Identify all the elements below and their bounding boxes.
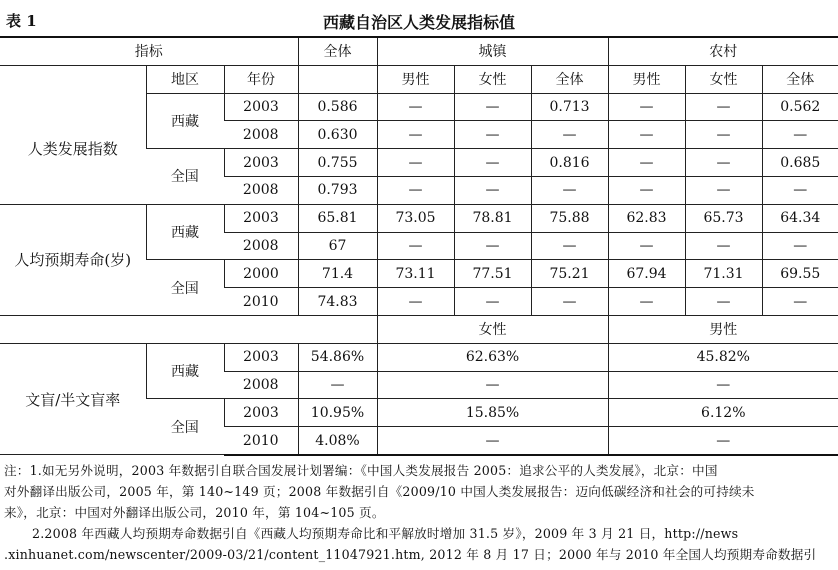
cell: — [377, 176, 454, 204]
cell: — [377, 288, 454, 316]
cell: 65.73 [685, 204, 762, 232]
cell: — [531, 121, 608, 149]
cell: — [454, 232, 531, 260]
table-caption [0, 10, 838, 32]
cell: — [608, 371, 838, 399]
header-rural-male: 男性 [608, 65, 685, 93]
header-rural: 农村 [608, 37, 838, 65]
region-tibet: 西藏 [146, 204, 224, 260]
cell: 54.86% [298, 343, 377, 371]
header-indicator: 指标 [0, 37, 298, 65]
cell: 2010 [224, 427, 298, 455]
cell: — [377, 121, 454, 149]
cell: 2003 [224, 93, 298, 121]
header-total-blank [298, 65, 377, 93]
header-urban-male: 男性 [377, 65, 454, 93]
header-row-1 [0, 37, 838, 65]
cell: 78.81 [454, 204, 531, 232]
cell: — [454, 121, 531, 149]
header-urban-female: 女性 [454, 65, 531, 93]
cell: 2003 [224, 399, 298, 427]
table-row [0, 204, 838, 232]
cell: 2008 [224, 121, 298, 149]
cell: — [685, 121, 762, 149]
cell: 0.816 [531, 149, 608, 177]
cell: — [454, 176, 531, 204]
cell: 62.63% [377, 343, 608, 371]
cell: 67 [298, 232, 377, 260]
header-blank [0, 65, 146, 93]
literacy-header-row [0, 315, 838, 343]
table-title: 西藏自治区人类发展指标值 [322, 13, 515, 32]
region-national: 全国 [146, 149, 224, 205]
cell: 45.82% [608, 343, 838, 371]
cell: 75.21 [531, 260, 608, 288]
note-line: .xinhuanet.com/newscenter/2009-03/21/content_11047921.htm, 2012 年 8 月 17 日；2000 年与 2010 年全国人均预期寿命数据引 [4, 547, 817, 562]
cell: — [762, 176, 838, 204]
region-tibet: 西藏 [146, 343, 224, 399]
indicator-illiteracy: 文盲/半文盲率 [0, 343, 146, 455]
note-line: 注：1.如无另外说明，2003 年数据引自联合国发展计划署编：《中国人类发展报告 2005：追求公平的人类发展》，北京：中国 [4, 463, 718, 478]
header-rural-all: 全体 [762, 65, 838, 93]
cell: — [608, 149, 685, 177]
cell: 10.95% [298, 399, 377, 427]
cell: — [685, 93, 762, 121]
cell: 2010 [224, 288, 298, 316]
cell: 4.08% [298, 427, 377, 455]
cell: — [608, 176, 685, 204]
cell: — [377, 371, 608, 399]
header-total: 全体 [298, 37, 377, 65]
cell: 2008 [224, 176, 298, 204]
cell: — [608, 232, 685, 260]
region-national: 全国 [146, 260, 224, 316]
cell: — [377, 149, 454, 177]
note-line: 对外翻译出版公司，2005 年，第 140~149 页；2008 年数据引自《2009/10 中国人类发展报告：迈向低碳经济和社会的可持续未 [4, 484, 755, 499]
cell: 74.83 [298, 288, 377, 316]
cell: 67.94 [608, 260, 685, 288]
table-notes [4, 460, 836, 565]
cell: 0.755 [298, 149, 377, 177]
table-row [0, 93, 838, 121]
literacy-header-male: 男性 [608, 315, 838, 343]
region-national: 全国 [146, 399, 224, 455]
cell: — [608, 427, 838, 455]
cell: 71.31 [685, 260, 762, 288]
cell: 62.83 [608, 204, 685, 232]
cell: — [377, 232, 454, 260]
cell: — [685, 232, 762, 260]
cell: — [608, 121, 685, 149]
cell: 0.685 [762, 149, 838, 177]
cell: — [762, 121, 838, 149]
cell: — [377, 93, 454, 121]
data-table [0, 36, 838, 456]
header-region: 地区 [146, 65, 224, 93]
header-rural-female: 女性 [685, 65, 762, 93]
cell: — [762, 232, 838, 260]
region-tibet: 西藏 [146, 93, 224, 149]
cell: — [762, 288, 838, 316]
cell: — [454, 93, 531, 121]
table-row [0, 343, 838, 371]
cell: 0.562 [762, 93, 838, 121]
cell: 15.85% [377, 399, 608, 427]
header-row-2 [0, 65, 838, 93]
cell: — [531, 288, 608, 316]
header-year: 年份 [224, 65, 298, 93]
cell: 73.05 [377, 204, 454, 232]
note-line: 来》，北京：中国对外翻译出版公司，2010 年，第 104~105 页。 [4, 505, 385, 520]
cell: — [685, 176, 762, 204]
cell: 2003 [224, 204, 298, 232]
indicator-hdi: 人类发展指数 [0, 93, 146, 204]
literacy-header-female: 女性 [377, 315, 608, 343]
cell: 0.586 [298, 93, 377, 121]
literacy-header-blank [0, 315, 377, 343]
cell: — [685, 288, 762, 316]
cell: 71.4 [298, 260, 377, 288]
cell: 69.55 [762, 260, 838, 288]
cell: — [685, 149, 762, 177]
cell: 2008 [224, 232, 298, 260]
cell: 75.88 [531, 204, 608, 232]
cell: 64.34 [762, 204, 838, 232]
cell: 0.793 [298, 176, 377, 204]
cell: — [608, 93, 685, 121]
cell: 77.51 [454, 260, 531, 288]
cell: — [377, 427, 608, 455]
header-urban-all: 全体 [531, 65, 608, 93]
cell: 73.11 [377, 260, 454, 288]
indicator-life-expectancy: 人均预期寿命(岁) [0, 204, 146, 315]
table-number: 表 1 [6, 12, 37, 30]
cell: 2008 [224, 371, 298, 399]
cell: — [608, 288, 685, 316]
cell: 2003 [224, 149, 298, 177]
cell: 65.81 [298, 204, 377, 232]
header-urban: 城镇 [377, 37, 608, 65]
cell: 0.630 [298, 121, 377, 149]
cell: — [298, 371, 377, 399]
cell: 2000 [224, 260, 298, 288]
cell: 0.713 [531, 93, 608, 121]
note-line: 2.2008 年西藏人均预期寿命数据引自《西藏人均预期寿命比和平解放时增加 31.5 岁》，2009 年 3 月 21 日，http://news [32, 526, 739, 541]
cell: 2003 [224, 343, 298, 371]
cell: — [531, 176, 608, 204]
cell: — [454, 288, 531, 316]
cell: — [454, 149, 531, 177]
cell: 6.12% [608, 399, 838, 427]
cell: — [531, 232, 608, 260]
